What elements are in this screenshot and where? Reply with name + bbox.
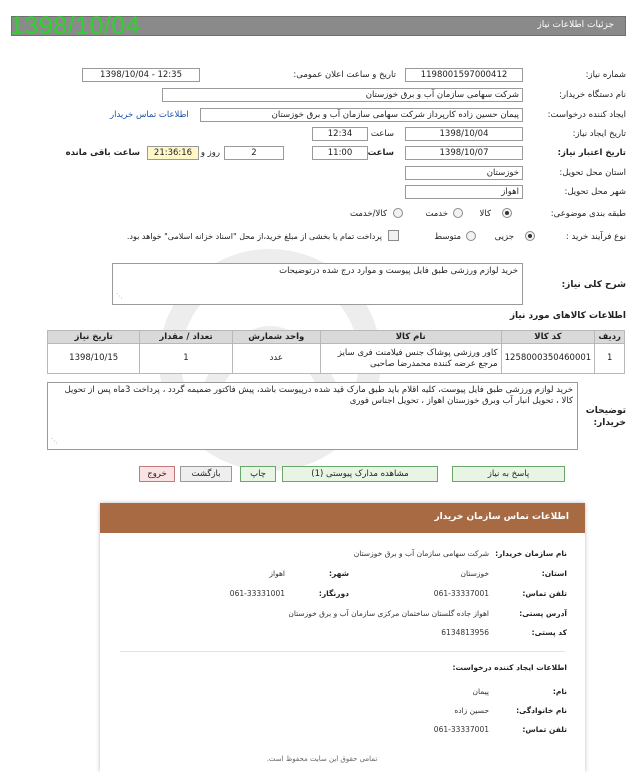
created-time-label: ساعت [370, 129, 394, 139]
row-item-name: کاور ورزشی پوشاک جنس فیلامنت فری سایز مرجع عرضه کننده محمدرضا صاحبی [320, 344, 501, 374]
city-label: شهر محل تحویل: [564, 187, 626, 197]
category-both-radio[interactable] [393, 208, 403, 218]
need-number-field: 1198001597000412 [405, 68, 523, 82]
validity-label: تاریخ اعتبار نیاز: [557, 148, 626, 158]
items-header-row [48, 331, 625, 344]
contact-phone-value: 061-33337001 [433, 589, 489, 598]
creator-last-name-label: نام خانوادگی: [516, 706, 567, 715]
buyer-contact-link[interactable]: اطلاعات تماس خریدار [110, 110, 189, 120]
category-service-radio[interactable] [453, 208, 463, 218]
creator-phone-value: 061-33337001 [433, 725, 489, 734]
buyer-notes-textarea [47, 382, 578, 450]
remaining-time-field: 21:36:16 [147, 146, 199, 160]
contact-postal-value: 6134813956 [441, 628, 489, 637]
header-unit: واحد شمارش [232, 331, 320, 344]
treasury-payment-checkbox[interactable] [388, 230, 399, 241]
process-medium-label: متوسط [434, 232, 461, 242]
validity-time-label: ساعت [367, 148, 394, 158]
announce-field: 1398/10/04 - 12:35 [82, 68, 200, 82]
contact-province-value: خوزستان [460, 569, 489, 578]
city-field: اهواز [405, 185, 523, 199]
creator-first-name-label: نام: [552, 687, 567, 696]
buyer-label: نام دستگاه خریدار: [559, 90, 626, 100]
buyer-contact-card [100, 503, 585, 772]
created-time-field: 12:34 [312, 127, 368, 141]
process-minor-label: جزیی [494, 232, 514, 242]
resize-grip-icon: ⋰ [51, 437, 58, 445]
province-field: خوزستان [405, 166, 523, 180]
creator-section-title: اطلاعات ایجاد کننده درخواست: [452, 663, 567, 672]
treasury-payment-note: پرداخت تمام یا بخشی از مبلغ خرید،از محل "اسناد خزانه اسلامی" خواهد بود. [126, 232, 382, 241]
contact-address-label: آدرس پستی: [519, 609, 567, 618]
header-row-index: ردیف [595, 331, 625, 344]
buyer-notes-text: خرید لوازم ورزشی طبق فایل پیوست، کلیه اقلام باید طبق مارک قید شده درپیوست باشد، پیش فاکتور ضمیمه گردد ، پرداخت 3ماه پس از تحویل کالا ، تحویل انبار آب وبرق خوزستان اهواز ، تحویل اجناس فوری [64, 385, 573, 406]
header-need-date: تاریخ نیاز [48, 331, 140, 344]
contact-fax-label: دورنگار: [318, 589, 349, 598]
contact-phone-label: تلفن تماس: [522, 589, 567, 598]
summary-textarea [112, 263, 523, 305]
items-table [47, 330, 625, 374]
header-item-name: نام کالا [320, 331, 501, 344]
contact-postal-label: کد پستی: [531, 628, 567, 637]
days-label: روز و [200, 148, 220, 158]
overlay-date: 1398/10/04 [10, 12, 141, 40]
creator-phone-label: تلفن تماس: [522, 725, 567, 734]
buyer-notes-label: توضیحات خریدار: [585, 406, 626, 428]
remaining-label: ساعت باقی مانده [65, 148, 140, 158]
table-row [48, 344, 625, 374]
contact-card-title: اطلاعات تماس سازمان خریدار [434, 512, 569, 522]
category-label: طبقه بندی موضوعی: [550, 209, 626, 219]
items-section-title: اطلاعات کالاهای مورد نیاز [509, 311, 626, 321]
creator-first-name-value: پیمان [472, 687, 489, 696]
category-goods-label: کالا [479, 209, 491, 219]
buyer-field: شرکت سهامی سازمان آب و برق خوزستان [162, 88, 523, 102]
resize-grip-icon: ⋰ [116, 292, 123, 300]
org-name-value: شرکت سهامی سازمان آب و برق خوزستان [353, 549, 489, 558]
creator-field: پیمان حسین زاده کارپرداز شرکت سهامی سازمان آب و برق خوزستان [200, 108, 523, 122]
process-medium-radio[interactable] [466, 231, 476, 241]
attachments-button[interactable]: مشاهده مدارک پیوستی (1) [282, 466, 438, 482]
creator-label: ایجاد کننده درخواست: [547, 110, 626, 120]
back-button[interactable]: بازگشت [180, 466, 232, 482]
contact-fax-value: 061-33331001 [229, 589, 285, 598]
row-unit: عدد [232, 344, 320, 374]
contact-city-label: شهر: [329, 569, 349, 578]
validity-date-field: 1398/10/07 [405, 146, 523, 160]
need-number-label: شماره نیاز: [585, 70, 626, 80]
category-goods-radio[interactable] [502, 208, 512, 218]
reply-button[interactable]: پاسخ به نیاز [452, 466, 565, 482]
province-label: استان محل تحویل: [559, 168, 626, 178]
page-title: جزئیات اطلاعات نیاز [537, 20, 614, 30]
category-both-label: کالا/خدمت [350, 209, 387, 219]
contact-address-value: اهواز جاده گلستان ساختمان مرکزی سازمان آب و برق خوزستان [288, 609, 489, 618]
card-divider [120, 651, 565, 652]
print-button[interactable]: چاپ [240, 466, 276, 482]
header-item-code: کد کالا [501, 331, 595, 344]
summary-text: خرید لوازم ورزشی طبق فایل پیوست و موارد درج شده درتوضیحات [279, 266, 518, 276]
contact-province-label: استان: [541, 569, 567, 578]
announce-label: تاریخ و ساعت اعلان عمومی: [293, 70, 396, 80]
title-bar [0, 0, 644, 38]
process-minor-radio[interactable] [525, 231, 535, 241]
header-quantity: تعداد / مقدار [140, 331, 232, 344]
row-index: 1 [595, 344, 625, 374]
validity-time-field: 11:00 [312, 146, 368, 160]
summary-label: شرح کلی نیاز: [561, 280, 626, 290]
footer-copyright: تمامی حقوق این سایت محفوظ است. [266, 755, 378, 763]
category-service-label: خدمت [425, 209, 448, 219]
created-date-field: 1398/10/04 [405, 127, 523, 141]
contact-city-value: اهواز [269, 569, 285, 578]
row-quantity: 1 [140, 344, 232, 374]
row-item-code: 1258000350460001 [501, 344, 595, 374]
exit-button[interactable]: خروج [139, 466, 175, 482]
process-label: نوع فرآیند خرید : [565, 232, 626, 242]
row-need-date: 1398/10/15 [48, 344, 140, 374]
created-date-label: تاریخ ایجاد نیاز: [572, 129, 626, 139]
contact-card-header [100, 503, 585, 533]
days-field: 2 [224, 146, 284, 160]
org-name-label: نام سازمان خریدار: [495, 549, 567, 558]
creator-last-name-value: حسین زاده [454, 706, 489, 715]
